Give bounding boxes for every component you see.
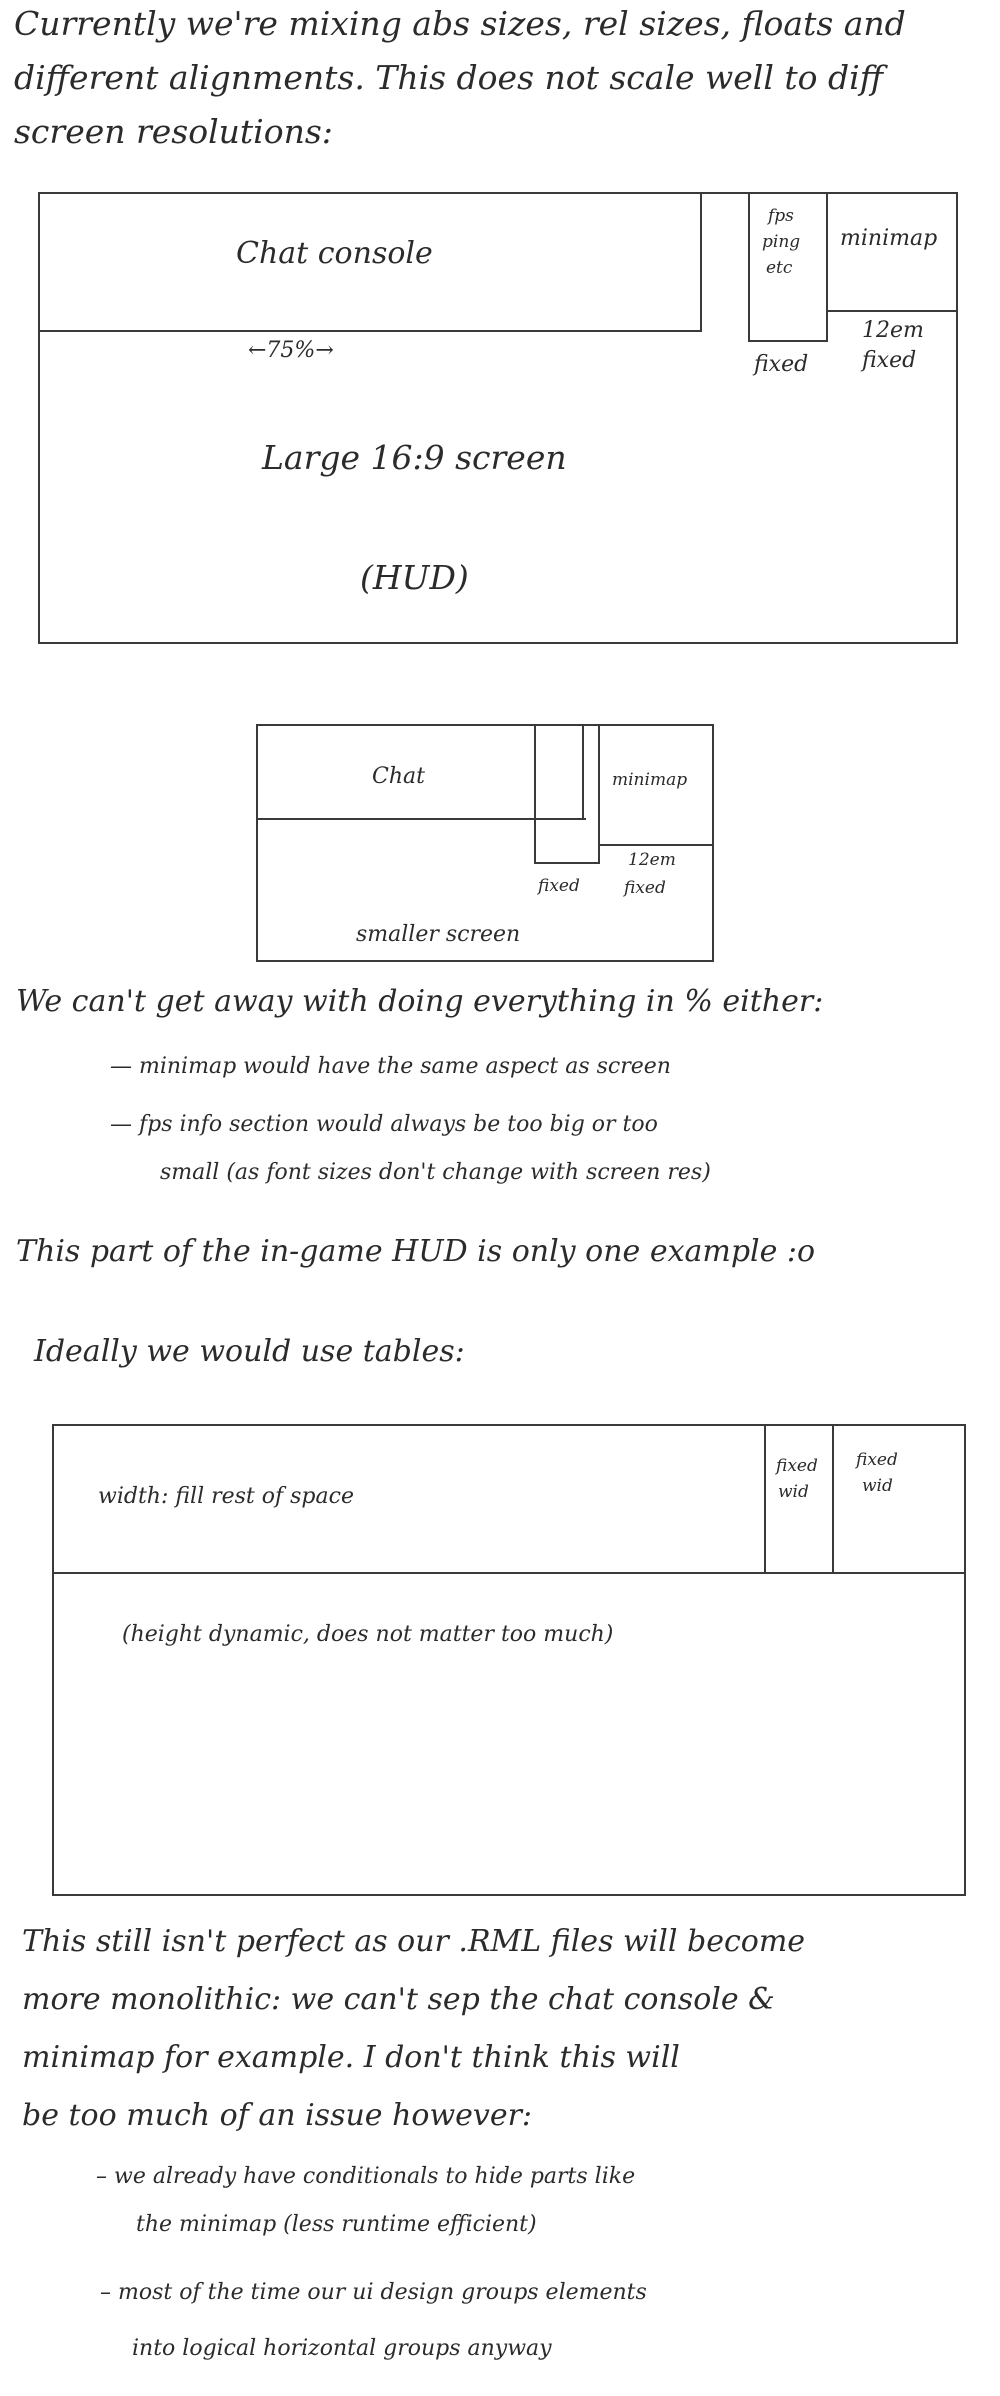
fill-width-label: width: fill rest of space — [98, 1484, 354, 1509]
hud-example-note: This part of the in-game HUD is only one example :o — [16, 1234, 816, 1269]
ping-label: ping — [762, 232, 801, 252]
intro-line-1: Currently we're mixing abs sizes, rel sizes, floats and — [14, 4, 906, 43]
conclusion-line-2: more monolithic: we can't sep the chat console & — [22, 1982, 775, 2017]
conclusion-line-1: This still isn't perfect as our .RML files will become — [22, 1924, 806, 1959]
percent-bullet-1: — minimap would have the same aspect as screen — [110, 1054, 671, 1079]
conclusion-bullet-1a: – we already have conditionals to hide parts like — [96, 2164, 636, 2189]
percent-bullet-2a: — fps info section would always be too big or too — [110, 1112, 658, 1137]
conclusion-line-3: minimap for example. I don't think this will — [22, 2040, 680, 2075]
minimap-label-small: minimap — [612, 770, 688, 790]
hud-label: (HUD) — [360, 558, 469, 597]
fixed-label-small: fixed — [538, 876, 580, 896]
chat-width-percent: ←75%→ — [248, 338, 334, 363]
fixed-wid-1-bottom: wid — [778, 1482, 809, 1502]
fixed-fps-label: fixed — [754, 352, 809, 377]
conclusion-line-4: be too much of an issue however: — [22, 2098, 533, 2133]
minimap-box — [826, 192, 958, 312]
etc-label: etc — [766, 258, 793, 278]
fixed-minimap-label: fixed — [862, 348, 917, 373]
fixed-wid-2-bottom: wid — [862, 1476, 893, 1496]
conclusion-bullet-1b: the minimap (less runtime efficient) — [136, 2212, 537, 2237]
fps-label: fps — [768, 206, 794, 226]
large-screen-label: Large 16:9 screen — [262, 438, 567, 477]
fixed-wid-1-top: fixed — [776, 1456, 818, 1476]
tables-heading: Ideally we would use tables: — [34, 1334, 465, 1369]
dynamic-height-label: (height dynamic, does not matter too much) — [122, 1622, 614, 1647]
table-col-divider-2 — [832, 1424, 834, 1574]
table-col-divider-1 — [764, 1424, 766, 1574]
minimap-size-label: 12em — [862, 318, 924, 343]
fixed-wid-2-top: fixed — [856, 1450, 898, 1470]
chat-console-bottom-border — [38, 330, 702, 332]
percent-bullet-2b: small (as font sizes don't change with screen res) — [160, 1160, 711, 1185]
minimap-size-label-small: 12em — [628, 850, 676, 870]
minimap-label: minimap — [840, 226, 938, 251]
fixed-minimap-label-small: fixed — [624, 878, 666, 898]
smaller-screen-label: smaller screen — [356, 922, 521, 947]
chat-console-right-border — [700, 192, 702, 332]
conclusion-bullet-2b: into logical horizontal groups anyway — [132, 2336, 552, 2361]
percent-heading: We can't get away with doing everything in % either: — [16, 984, 824, 1019]
fixed-box — [534, 724, 600, 864]
chat-console-label: Chat console — [236, 236, 433, 271]
intro-line-2: different alignments. This does not scale well to diff — [14, 58, 884, 97]
intro-line-3: screen resolutions: — [14, 112, 333, 151]
conclusion-bullet-2a: – most of the time our ui design groups elements — [100, 2280, 647, 2305]
fixed-inner-border — [582, 724, 584, 820]
table-row-divider — [52, 1572, 966, 1574]
chat-label: Chat — [372, 764, 425, 789]
